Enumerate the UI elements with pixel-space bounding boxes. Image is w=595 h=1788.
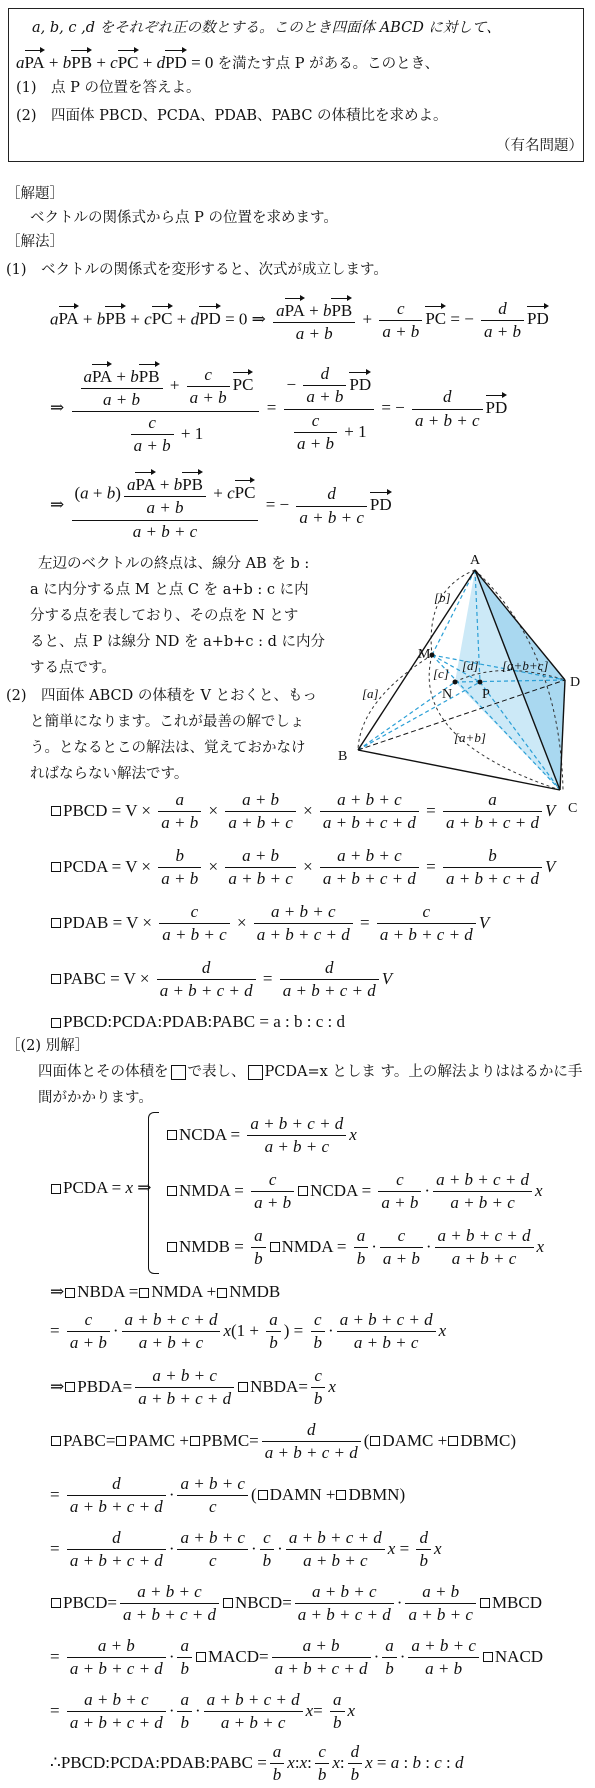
part1-intro: (1) ベクトルの関係式を変形すると、次式が成立します。 <box>6 262 388 278</box>
alt-line1: 四面体とその体積を で表し、 PCDA=x としま す。上の解法よりははるかに手 <box>38 1064 583 1080</box>
equation-3: ⇒ (a + b) $\frac{\text{aPA + bPB}}{a + b}$ + cPC a + b + c = − $\frac{d}{a + b + c}$ PD <box>50 470 392 542</box>
alt-nbda: ⇒ NBDA = NMDA + NMDB <box>50 1282 281 1301</box>
alt-pbda: ⇒ PBDA= $\frac{a + b + c}{a + b + c + d}$ NBDA= $\frac{c}{b}$ x <box>50 1366 336 1409</box>
problem-source: （有名問題） <box>496 138 583 154</box>
equation-2: ⇒ $\frac{\text{aPA + bPB}}{a + b}$ + $\frac{c}{a + b}$ PC $\frac{c}{a + b}$ + 1 = − $\frac{d}{a + b}$ PD $\frac{c}{a + b}$ + 1 = − $\frac{d}{a + b + c}$ PD <box>50 364 508 456</box>
part2-l1: (2) 四面体 ABCD の体積を V とおくと、もっ <box>6 688 318 704</box>
alt-line2: 間がかかります。 <box>38 1090 153 1106</box>
alt-final: ∴PBCD:PCDA:PDAB:PABC = $\frac{a}{b}$ x:x: $\frac{c}{b}$ x: $\frac{d}{b}$ x = a : b : c : d <box>50 1742 464 1785</box>
part2-l4: ればならない解法です。 <box>30 766 189 782</box>
ratio-d: [d] <box>462 658 479 673</box>
alt-pbcd-3: = $\frac{a + b + c}{a + b + c + d}$ · $\frac{a}{b}$ · $\frac{a + b + c + d}{a + b + c}$ x= $\frac{a}{b}$ x <box>50 1690 356 1733</box>
label-C: C <box>568 801 578 816</box>
volume-pbcd: PBCD = V × $\frac{a}{a + b}$ × $\frac{a + b}{a + b + c}$ × $\frac{a + b + c}{a + b + c + d}$ = $\frac{a}{a + b + c + d}$ V <box>50 790 555 834</box>
volume-pdab: PDAB = V × $\frac{c}{a + b + c}$ × $\frac{a + b + c}{a + b + c + d}$ = $\frac{c}{a + b + c + d}$ V <box>50 902 489 946</box>
part2-l3: う。となるとこの解法は、覚えておかなけ <box>30 740 306 756</box>
alt-heading: ［(2) 別解］ <box>6 1038 90 1054</box>
kaiho-heading: ［解法］ <box>6 234 64 250</box>
alt-pbcd-2: = $\frac{a + b}{a + b + c + d}$ · $\frac{a}{b}$ MACD= $\frac{a + b}{a + b + c + d}$ · $\frac{a}{b}$ · $\frac{a + b + c}{a + b}$ NACD <box>50 1636 544 1679</box>
volume-ratio: PBCD:PCDA:PDAB:PABC = a : b : c : d <box>50 1012 345 1032</box>
ratio-abc: [a+b+c] <box>502 658 549 673</box>
alt-pabc: PABC= PAMC + PBMC= $\frac{d}{a + b + c + d}$ ( DAMC + DBMC) <box>50 1420 516 1464</box>
volume-pcda: PCDA = V × $\frac{b}{a + b}$ × $\frac{a + b}{a + b + c}$ × $\frac{a + b + c}{a + b + c + d}$ = $\frac{b}{a + b + c + d}$ V <box>50 846 555 890</box>
explanation-l1: 左辺のベクトルの終点は、線分 AB を b : <box>38 556 310 572</box>
ratio-b: [b] <box>434 590 451 605</box>
explanation-l4: ると、点 P は線分 ND を a+b+c : d に内分 <box>30 634 325 650</box>
label-M: M <box>418 647 431 662</box>
volume-pabc: PABC = V × $\frac{d}{a + b + c + d}$ = $\frac{d}{a + b + c + d}$ V <box>50 958 392 1002</box>
problem-line2-tail: を満たす点 P がある。このとき、 <box>217 56 440 72</box>
alt-nbda-2: = $\frac{c}{a + b}$ · $\frac{a + b + c + d}{a + b + c}$ x(1 + $\frac{a}{b}$ ) = $\frac{c}{b}$ · $\frac{a + b + c + d}{a + b + c}$ x <box>50 1310 447 1353</box>
alt-nmdb: NMDB = $\frac{a}{b}$ NMDA = $\frac{a}{b}$ · $\frac{c}{a + b}$ · $\frac{a + b + c + d}{a + b + c}$ x <box>166 1226 544 1270</box>
label-D: D <box>570 675 581 690</box>
label-B: B <box>338 749 348 764</box>
problem-vector-equation: aPA + bPB + cPC + dPD = 0 を満たす点 P がある。このとき、 <box>16 48 439 73</box>
ratio-ab: [a+b] <box>454 730 486 745</box>
alt-pabc-3: = $\frac{d}{a + b + c + d}$ · $\frac{a + b + c}{c}$ · $\frac{c}{b}$ · $\frac{a + b + c + d}{a + b + c}$ x = $\frac{d}{b}$ x <box>50 1528 442 1571</box>
label-N: N <box>442 687 453 702</box>
tetrahedron-figure <box>330 550 590 820</box>
problem-line1: a, b, c ,d をそれぞれ正の数とする。このとき四面体 ABCD に対して、 <box>32 20 501 36</box>
explanation-l3: 分する点を表しており、その点を N とす <box>30 608 299 624</box>
system-brace <box>148 1112 159 1274</box>
alt-nmda: NMDA = $\frac{c}{a + b}$ NCDA = $\frac{c}{a + b}$ · $\frac{a + b + c + d}{a + b + c}$ x <box>166 1170 543 1214</box>
kaidai-text: ベクトルの関係式から点 P の位置を求めます。 <box>30 210 338 226</box>
label-P: P <box>482 687 490 702</box>
explanation-l5: する点です。 <box>30 660 116 676</box>
alt-ncda: NCDA = $\frac{a + b + c + d}{a + b + c}$ x <box>166 1114 357 1158</box>
alt-pbcd: PBCD= $\frac{a + b + c}{a + b + c + d}$ NBCD= $\frac{a + b + c}{a + b + c + d}$ · $\frac{a + b}{a + b + c}$ MBCD <box>50 1582 542 1626</box>
label-A: A <box>470 553 481 568</box>
part2-l2: と簡単になります。これが最善の解でしょ <box>30 714 305 730</box>
equation-1: aPA + bPB + cPC + dPD = 0 ⇒ $\frac{\text{aPA + bPB}}{a + b}$ + $\frac{c}{a + b}$ PC = − $\frac{d}{a + b}$ PD <box>50 296 549 345</box>
alt-lhs: PCDA = x ⇒ <box>50 1178 152 1198</box>
problem-q2: (2) 四面体 PBCD、PCDA、PDAB、PABC の体積比を求めよ。 <box>16 108 448 124</box>
alt-pabc-2: = $\frac{d}{a + b + c + d}$ · $\frac{a + b + c}{c}$ ( DAMN + DBMN) <box>50 1474 406 1517</box>
ratio-a: [a] <box>362 686 379 701</box>
ratio-c: [c] <box>433 666 449 681</box>
kaidai-heading: ［解題］ <box>6 186 64 202</box>
explanation-l2: a に内分する点 M と点 C を a+b : c に内 <box>30 582 309 598</box>
problem-q1: (1) 点 P の位置を答えよ。 <box>16 80 201 96</box>
